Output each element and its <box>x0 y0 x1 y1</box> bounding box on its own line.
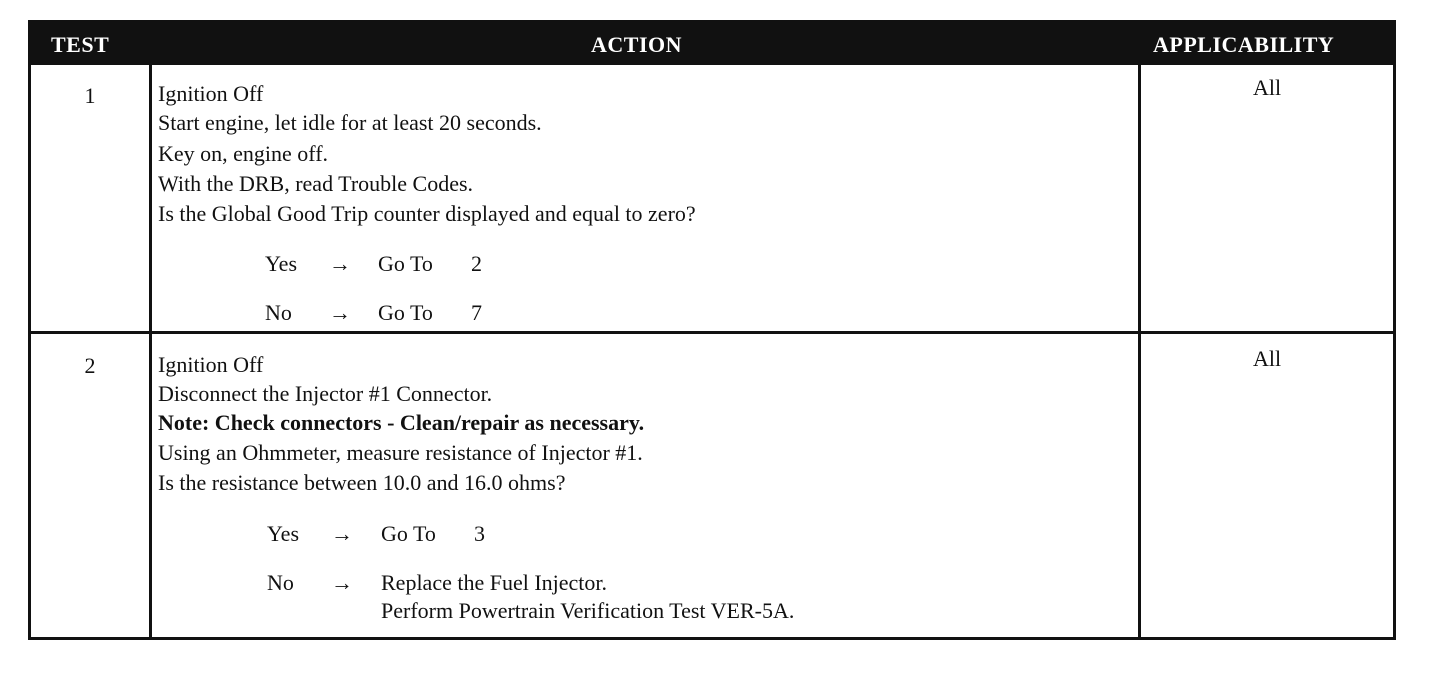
no-arrow-1: → <box>329 300 351 325</box>
no-action-2b: Perform Powertrain Verification Test VER-5A. <box>381 598 795 623</box>
row-divider <box>31 331 1393 334</box>
yes-label-1: Yes <box>265 251 298 276</box>
yes-target-1: 2 <box>471 251 482 276</box>
yes-goto-2: Go To <box>381 521 436 546</box>
step-2-5: Is the resistance between 10.0 and 16.0 ohms? <box>158 470 566 495</box>
header-action: ACTION <box>591 32 683 57</box>
header-test: TEST <box>51 32 110 57</box>
applicability-2: All <box>1252 346 1282 371</box>
step-2-4: Using an Ohmmeter, measure resistance of Injector #1. <box>158 440 643 465</box>
step-1-5: Is the Global Good Trip counter displayed and equal to zero? <box>158 201 696 226</box>
test-number-2: 2 <box>84 353 96 378</box>
no-target-1: 7 <box>471 300 482 325</box>
step-1-4: With the DRB, read Trouble Codes. <box>158 171 474 196</box>
yes-arrow-2: → <box>331 521 353 546</box>
step-1-2: Start engine, let idle for at least 20 seconds. <box>158 110 542 135</box>
no-action-2a: Replace the Fuel Injector. <box>381 570 608 595</box>
test-number-1: 1 <box>84 83 96 108</box>
step-2-2: Disconnect the Injector #1 Connector. <box>158 381 493 406</box>
header-applicability: APPLICABILITY <box>1153 32 1335 57</box>
yes-arrow-1: → <box>329 251 351 276</box>
step-2-1: Ignition Off <box>158 352 264 377</box>
yes-goto-1: Go To <box>378 251 433 276</box>
yes-target-2: 3 <box>474 521 485 546</box>
diagnostic-test-table <box>28 20 1396 640</box>
step-1-3: Key on, engine off. <box>158 141 329 166</box>
table-header <box>31 23 1393 65</box>
yes-label-2: Yes <box>267 521 300 546</box>
column-divider-test <box>149 65 152 637</box>
no-label-2: No <box>267 570 294 595</box>
step-2-note: Note: Check connectors - Clean/repair as necessary. <box>158 410 645 435</box>
no-arrow-2: → <box>331 570 353 595</box>
applicability-1: All <box>1252 75 1282 100</box>
no-label-1: No <box>265 300 292 325</box>
no-goto-1: Go To <box>378 300 433 325</box>
step-1-1: Ignition Off <box>158 81 264 106</box>
